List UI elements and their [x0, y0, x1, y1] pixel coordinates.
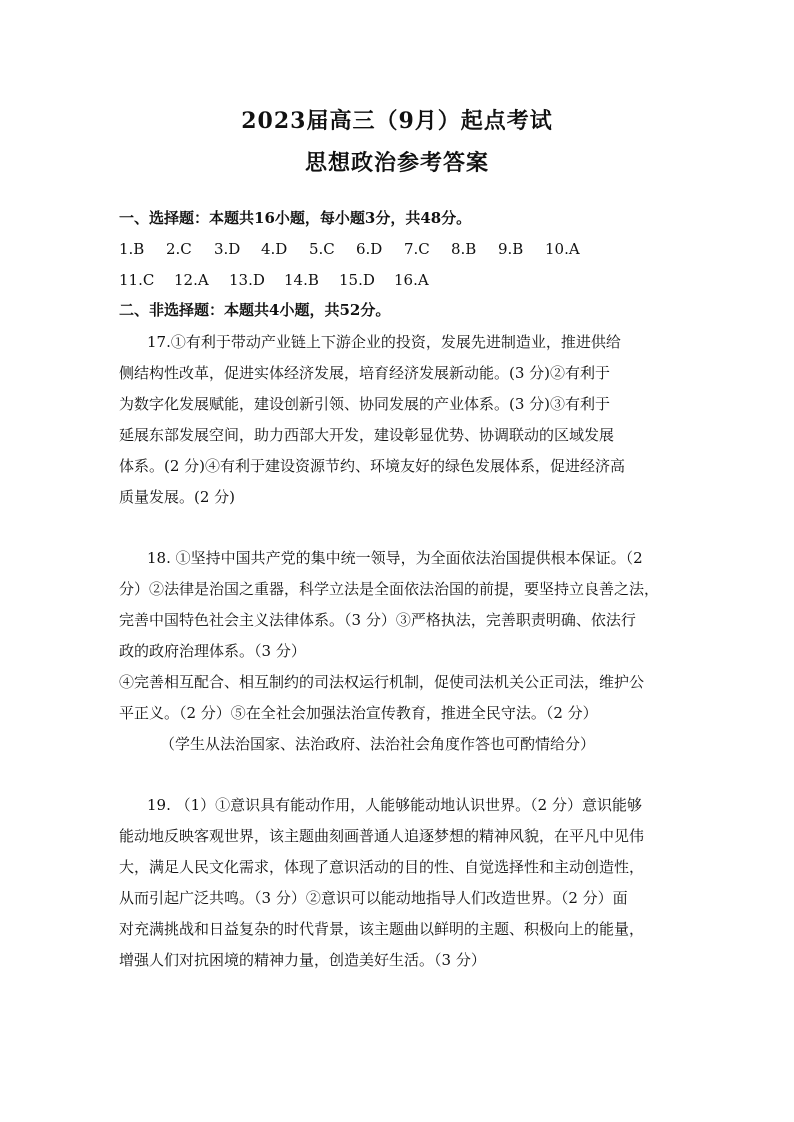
answer-item: 2.C: [166, 240, 192, 258]
answer-item: 4.D: [261, 240, 288, 258]
q17-line: 侧结构性改革，促进实体经济发展，培育经济发展新动能。(3 分)②有利于: [119, 364, 611, 382]
answer-item: 13.D: [229, 271, 265, 289]
q17-line: 为数字化发展赋能，建设创新引领、协同发展的产业体系。(3 分)③有利于: [119, 395, 611, 413]
document-subtitle: 思想政治参考答案: [304, 150, 489, 176]
answer-item: 16.A: [394, 271, 429, 289]
answer-item: 12.A: [174, 271, 209, 289]
q17-line: 质量发展。(2 分): [119, 488, 236, 506]
q17-line: 17.①有利于带动产业链上下游企业的投资，发展先进制造业，推进供给: [147, 333, 621, 351]
answer-item: 10.A: [545, 240, 580, 258]
answer-item: 5.C: [309, 240, 335, 258]
q19-line: 从而引起广泛共鸣。（3 分）②意识可以能动地指导人们改造世界。（2 分）面: [119, 889, 628, 907]
answer-item: 9.B: [498, 240, 524, 258]
q19-line: 19. （1）①意识具有能动作用，人能够能动地认识世界。（2 分）意识能够: [147, 796, 642, 814]
answer-item: 6.D: [356, 240, 383, 258]
answer-item: 15.D: [339, 271, 375, 289]
answer-item: 8.B: [451, 240, 477, 258]
q18-note: （学生从法治国家、法治政府、法治社会角度作答也可酌情给分）: [160, 735, 596, 753]
q18-line: 18. ①坚持中国共产党的集中统一领导，为全面依法治国提供根本保证。（2: [147, 549, 643, 567]
q17-line: 延展东部发展空间，助力西部大开发，建设彰显优势、协调联动的区域发展: [119, 426, 615, 444]
q18-line: ④完善相互配合、相互制约的司法权运行机制，促使司法机关公正司法，维护公: [119, 673, 645, 691]
section1-heading: 一、选择题：本题共16小题，每小题3分，共48分。: [119, 209, 472, 227]
answer-item: 7.C: [404, 240, 430, 258]
document-title: 2023届高三（9月）起点考试: [241, 108, 553, 134]
q18-line: 分）②法律是治国之重器，科学立法是全面依法治国的前提，要坚持立良善之法，: [119, 580, 660, 598]
q18-line: 完善中国特色社会主义法律体系。（3 分）③严格执法，完善职责明确、依法行: [119, 611, 636, 629]
q18-line: 平正义。（2 分）⑤在全社会加强法治宣传教育，推进全民守法。（2 分）: [119, 704, 598, 722]
q19-line: 能动地反映客观世界，该主题曲刻画普通人追逐梦想的精神风貌，在平凡中见伟: [119, 827, 645, 845]
q19-line: 增强人们对抗困境的精神力量，创造美好生活。（3 分）: [119, 951, 486, 969]
section2-heading: 二、非选择题：本题共4小题，共52分。: [119, 301, 391, 319]
q18-line: 政的政府治理体系。（3 分）: [119, 642, 306, 660]
answer-item: 11.C: [119, 271, 155, 289]
answer-item: 14.B: [284, 271, 319, 289]
q19-line: 大，满足人民文化需求，体现了意识活动的目的性、自觉选择性和主动创造性，: [119, 858, 645, 876]
answer-item: 3.D: [214, 240, 241, 258]
q19-line: 对充满挑战和日益复杂的时代背景，该主题曲以鲜明的主题、积极向上的能量，: [119, 920, 645, 938]
q17-line: 体系。(2 分)④有利于建设资源节约、环境友好的绿色发展体系，促进经济高: [119, 457, 626, 475]
answer-item: 1.B: [119, 240, 145, 258]
